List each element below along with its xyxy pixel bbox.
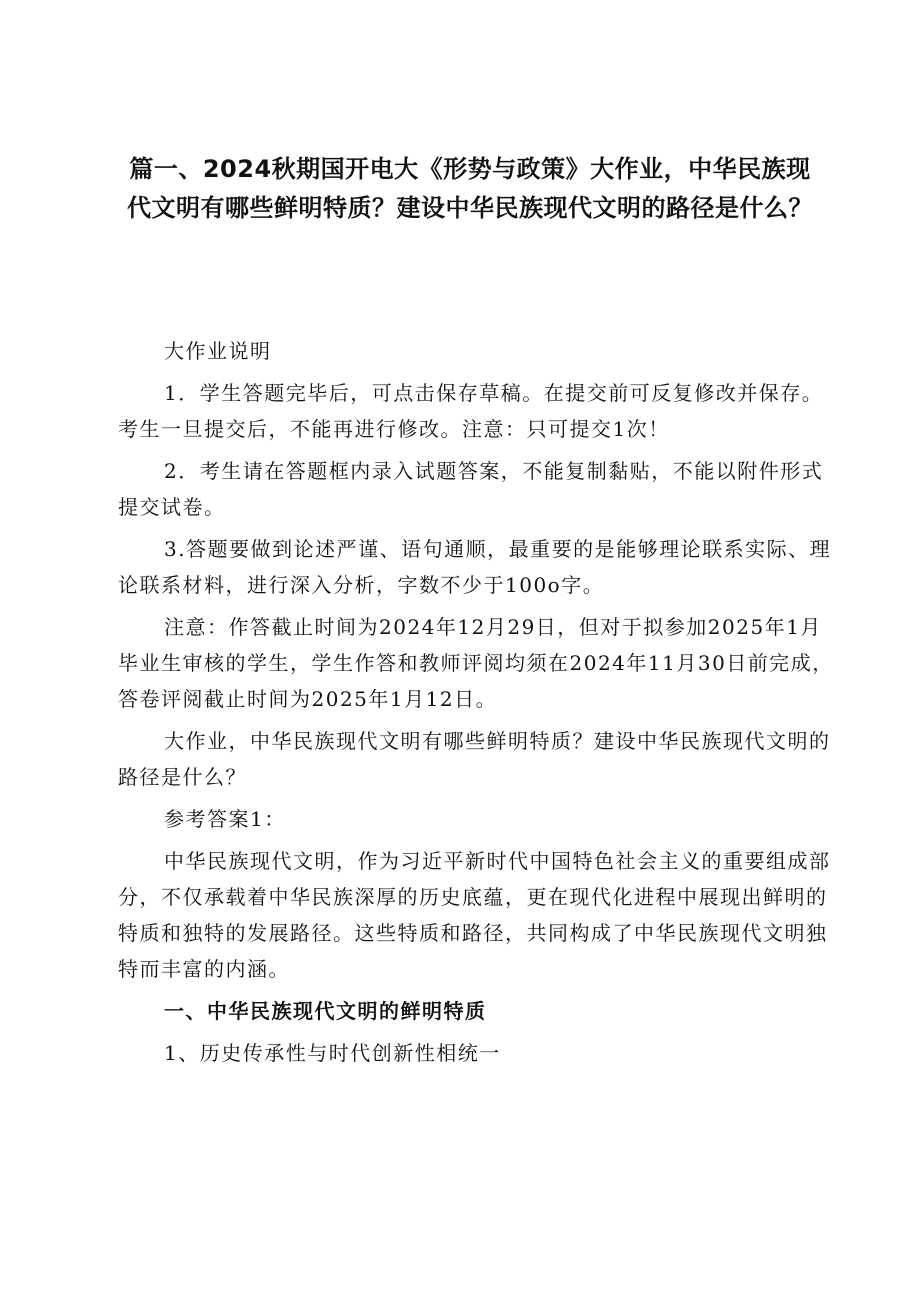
section-heading-1: 一、中华民族现代文明的鲜明特质	[164, 999, 487, 1023]
document-title: 篇一、2024秋期国开电大《形势与政策》大作业，中华民族现代文明有哪些鲜明特质？建设中华民族现代文明的路径是什么？	[127, 155, 813, 222]
instruction-item-1: 1．学生答题完毕后，可点击保存草稿。在提交前可反复修改并保存。考生一旦提交后，不能再进行修改。注意：只可提交1次！	[118, 381, 824, 441]
deadline-note: 注意：作答截止时间为2024年12月29日，但对于拟参加2025年1月毕业生审核的学生，学生作答和教师评阅均须在2024年11月30日前完成，答卷评阅截止时间为2025年1月12日。	[118, 615, 834, 711]
instructions-heading: 大作业说明	[164, 339, 272, 363]
assignment-question: 大作业，中华民族现代文明有哪些鲜明特质？建设中华民族现代文明的路径是什么？	[118, 729, 831, 789]
answer-label: 参考答案1：	[164, 807, 286, 831]
subsection-heading-1: 1、历史传承性与时代创新性相统一	[164, 1041, 501, 1065]
document-body	[118, 333, 838, 1077]
instruction-item-2: 2．考生请在答题框内录入试题答案，不能复制黏贴，不能以附件形式提交试卷。	[118, 459, 824, 519]
answer-intro: 中华民族现代文明，作为习近平新时代中国特色社会主义的重要组成部分，不仅承载着中华民族深厚的历史底蕴，更在现代化进程中展现出鲜明的特质和独特的发展路径。这些特质和路径，共同构成了中华民族现代文明独特而丰富的内涵。	[118, 849, 831, 981]
instruction-item-3: 3.答题要做到论述严谨、语句通顺，最重要的是能够理论联系实际、理论联系材料，进行深入分析，字数不少于100o字。	[118, 537, 832, 597]
